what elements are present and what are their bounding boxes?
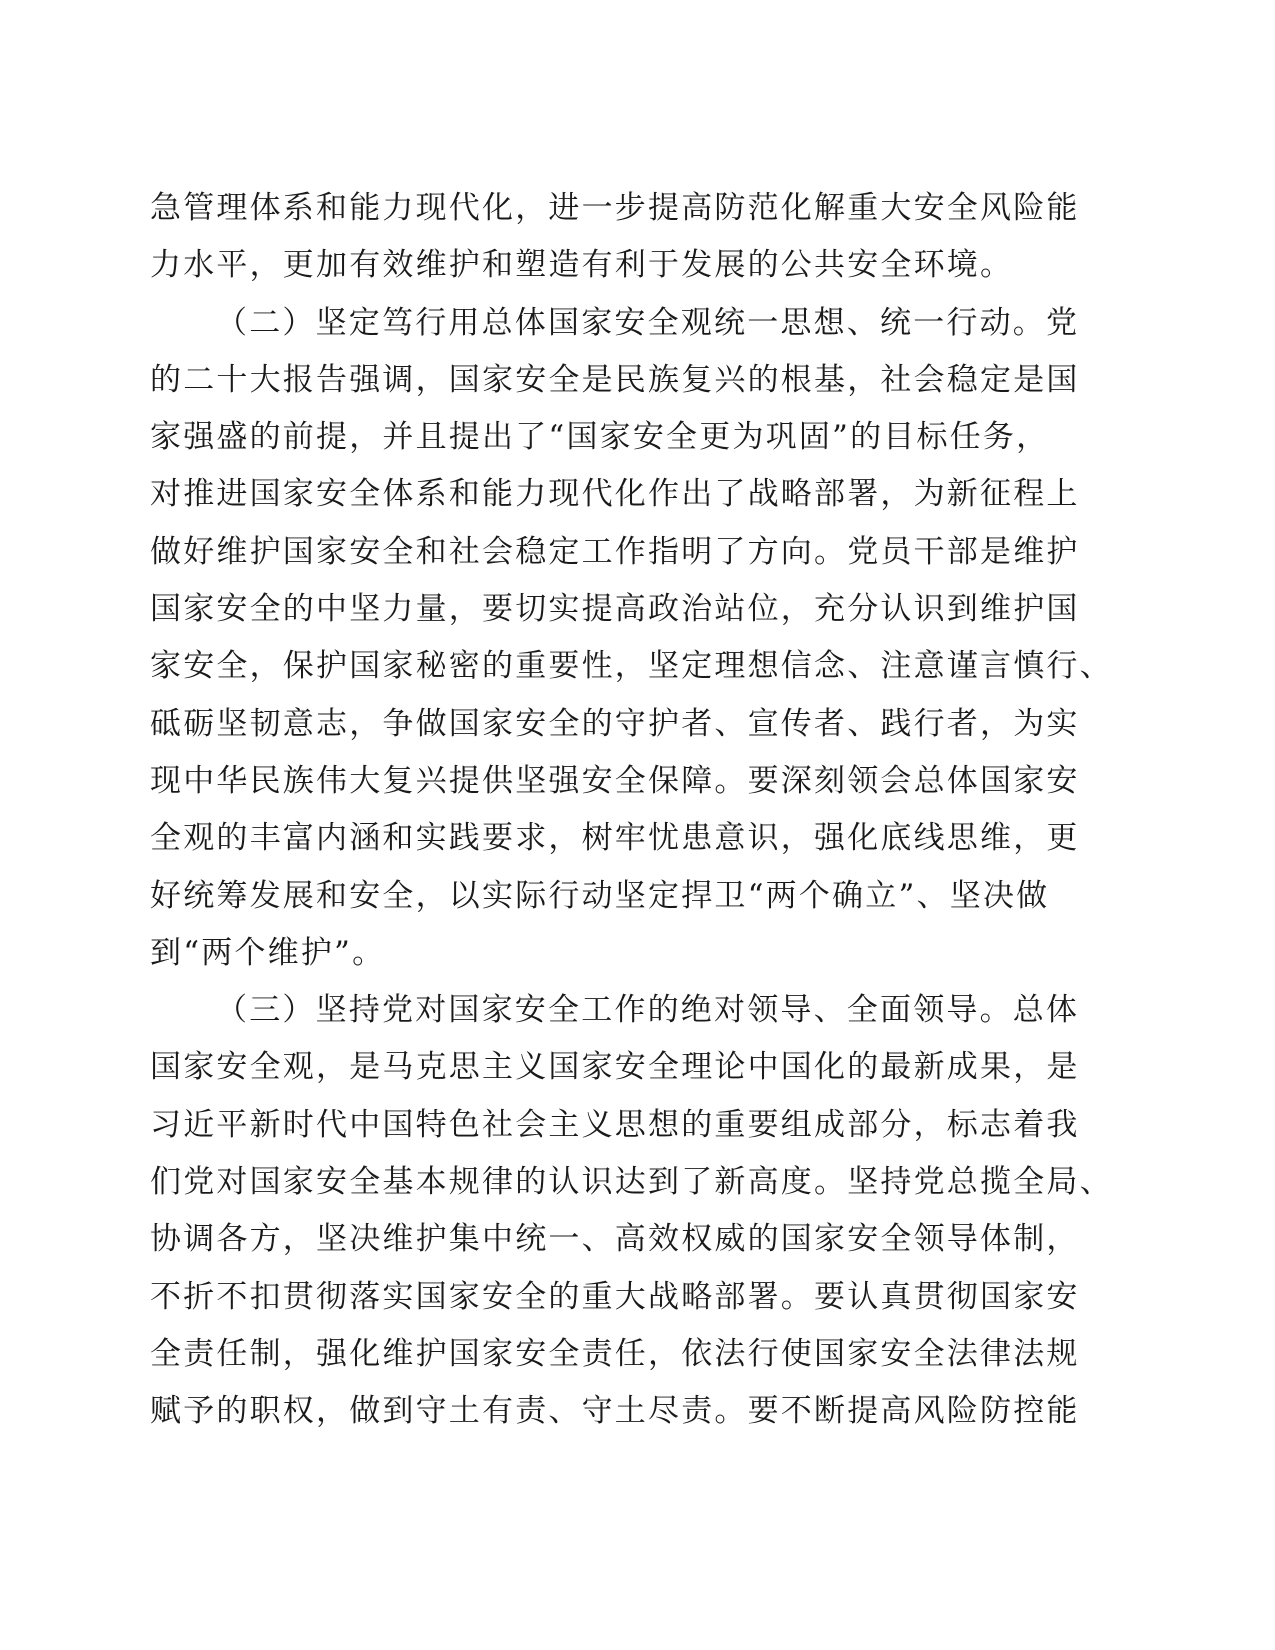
text-line: 力水平，更加有效维护和塑造有利于发展的公共安全环境。 [150,247,1014,284]
text-line: 们党对国家安全基本规律的认识达到了新高度。坚持党总揽全局、 [150,1164,1113,1201]
text-line: 协调各方，坚决维护集中统一、高效权威的国家安全领导体制， [150,1221,1080,1258]
paragraph-1 [150,180,1080,295]
section-heading-line: （三）坚持党对国家安全工作的绝对领导、全面领导。总体 [216,992,1080,1029]
text-line: 的二十大报告强调，国家安全是民族复兴的根基，社会稳定是国 [150,361,1080,398]
text-line: 砥砺坚韧意志，争做国家安全的守护者、宣传者、践行者，为实 [150,705,1080,742]
text-line: 急管理体系和能力现代化，进一步提高防范化解重大安全风险能 [150,190,1080,226]
text-line: 现中华民族伟大复兴提供坚强安全保障。要深刻领会总体国家安 [150,762,1080,799]
text-line: 全观的丰富内涵和实践要求，树牢忧患意识，强化底线思维，更 [150,820,1080,857]
text-line: 习近平新时代中国特色社会主义思想的重要组成部分，标志着我 [150,1106,1080,1143]
text-line: 好统筹发展和安全，以实际行动坚定捍卫“两个确立”、坚决做 [150,877,1050,914]
text-line: 家安全，保护国家秘密的重要性，坚定理想信念、注意谨言慎行、 [150,648,1113,685]
section-heading-line: （二）坚定笃行用总体国家安全观统一思想、统一行动。党 [216,304,1080,341]
text-line: 国家安全的中坚力量，要切实提高政治站位，充分认识到维护国 [150,591,1080,628]
paragraph-2 [150,295,1113,983]
text-line: 对推进国家安全体系和能力现代化作出了战略部署，为新征程上 [150,476,1080,513]
text-line: 赋予的职权，做到守土有责、守土尽责。要不断提高风险防控能 [150,1393,1080,1430]
text-line: 到“两个维护”。 [150,934,386,971]
text-line: 国家安全观，是马克思主义国家安全理论中国化的最新成果，是 [150,1049,1080,1086]
text-line: 家强盛的前提，并且提出了“国家安全更为巩固”的目标任务， [150,419,1050,456]
paragraph-3 [150,982,1113,1440]
text-line: 不折不扣贯彻落实国家安全的重大战略部署。要认真贯彻国家安 [150,1278,1080,1315]
text-line: 全责任制，强化维护国家安全责任，依法行使国家安全法律法规 [150,1335,1080,1372]
document-body [150,180,1113,1441]
text-line: 做好维护国家安全和社会稳定工作指明了方向。党员干部是维护 [150,533,1080,570]
